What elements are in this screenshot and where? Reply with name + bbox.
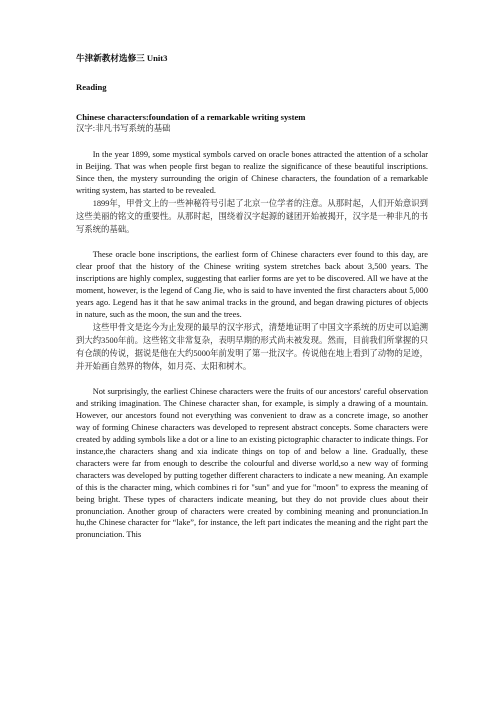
paragraph-1-english: In the year 1899, some mystical symbols carved on oracle bones attracted the attention of a scholar in Beijing. That was when people first began to realize the significance of these beautiful inscriptions. Since then, the mystery surrounding the origin of Chinese characters, the foundation of a remarkable writing system, has started to be revealed. [76, 150, 428, 195]
article-title-chinese: 汉字:非凡书写系统的基础 [76, 124, 171, 133]
section-heading: Reading [76, 82, 107, 92]
paragraph-1-chinese: 1899年，甲骨文上的一些神秘符号引起了北京一位学者的注意。从那时起，人们开始意识到这些美丽的铭文的重要性。从那时起，围绕着汉字起源的谜团开始被揭开，汉字是一种非凡的书写系统的基础。 [76, 198, 428, 235]
paragraph-2-english: These oracle bone inscriptions, the earliest form of Chinese characters ever found to this day, are clear proof that the history of the Chinese writing system stretches back about 3,500 years. The inscriptions are highly complex, suggesting that earlier forms are yet to be discovered. All we have at the moment, however, is the legend of Cang Jie, who is said to have invented the first characters about 5,000 years ago. Legend has it that he saw animal tracks in the ground, and began drawing pictures of objects in nature, such as the moon, the sun and the trees. [76, 250, 428, 319]
paragraph-3-english: Not surprisingly, the earliest Chinese characters were the fruits of our ancestors' careful observation and striking imagination. The Chinese character shan, for example, is simply a drawing of a mountain. However, our ancestors found not everything was convenient to draw as a concrete image, so another way of forming Chinese characters was developed to represent abstract concepts. Some characters were created by adding symbols like a dot or a line to an existing pictographic character to indicate things. For instance,the characters shang and xia indicate things on top of and below a line. Gradually, these characters were far from enough to describe the colourful and diverse world,so a new way of forming characters was developed by putting together different characters to indicate a new meaning. An example of this is the character ming, which combines ri for "sun" and yue for "moon" to express the meaning of being bright. These types of characters indicate meaning, but they do not provide clues about their pronunciation. Another group of characters were created by combining meaning and pronunciation.In hu,the Chinese character for “lake”, for instance, the left part indicates the meaning and the right part the pronunciation. This [76, 387, 428, 540]
paragraph-gap [76, 236, 428, 249]
paragraph-gap [76, 373, 428, 386]
course-heading: 牛津新教材选修三 Unit3 [76, 53, 168, 63]
paragraph-2-chinese: 这些甲骨文是迄今为止发现的最早的汉字形式，清楚地证明了中国文字系统的历史可以追溯到大约3500年前。这些铭文非常复杂，表明早期的形式尚未被发现。然而，目前我们所掌握的只有仓颉的传说，据说是他在大约5000年前发明了第一批汉字。传说他在地上看到了动物的足迹，并开始画自然界的物体，如月亮、太阳和树木。 [76, 322, 428, 372]
document-content [76, 52, 428, 541]
article-title-english: Chinese characters:foundation of a remarkable writing system [76, 112, 306, 122]
